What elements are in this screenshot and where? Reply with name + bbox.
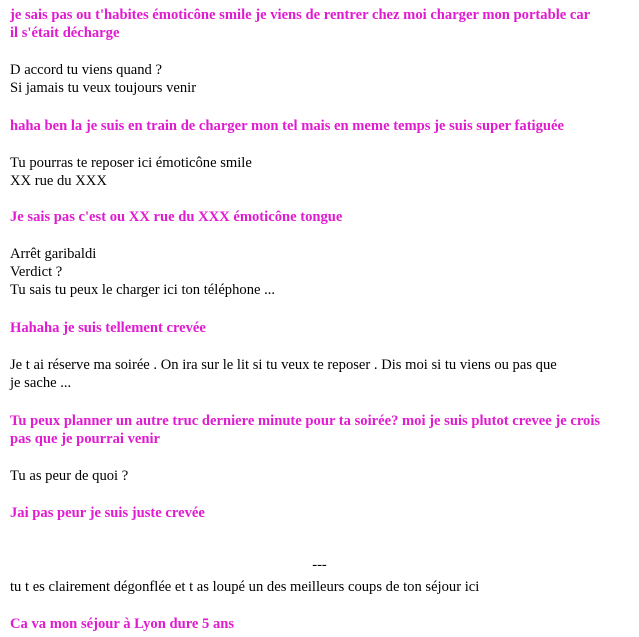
- message-3-line-1: haha ben la je suis en train de charger mon tel mais en meme temps je suis super fatiguée: [10, 118, 564, 134]
- message-4-line-2: XX rue du XXX: [10, 173, 107, 189]
- message-9-line-1: Tu peux planner un autre truc derniere minute pour ta soirée? moi je suis plutot crevee je crois: [10, 413, 601, 429]
- message-6-line-3: Tu sais tu peux le charger ici ton téléphone ...: [10, 282, 276, 298]
- message-1-line-1: je sais pas ou t'habites émoticône smile je viens de rentrer chez moi charger mon portable car: [10, 7, 591, 23]
- message-13: [10, 615, 630, 633]
- message-2-line-2: Si jamais tu veux toujours venir: [10, 80, 197, 96]
- message-2: [10, 61, 630, 97]
- message-4: [10, 154, 630, 190]
- message-9-line-2: pas que je pourrai venir: [10, 431, 160, 447]
- message-4-line-1: Tu pourras te reposer ici émoticône smile: [10, 155, 252, 171]
- message-2-line-1: D accord tu viens quand ?: [10, 62, 162, 78]
- message-10-line-1: Tu as peur de quoi ?: [10, 468, 129, 484]
- message-7: [10, 319, 630, 337]
- message-8-line-2: je sache ...: [10, 375, 72, 391]
- message-11: [10, 504, 630, 522]
- message-9: [10, 412, 630, 448]
- separator: [0, 556, 639, 574]
- message-10: [10, 467, 630, 485]
- message-13-line-1: Ca va mon séjour à Lyon dure 5 ans: [10, 616, 235, 632]
- message-5: [10, 208, 630, 226]
- separator-text: ---: [312, 556, 327, 573]
- message-6-line-2: Verdict ?: [10, 264, 63, 280]
- message-6: [10, 245, 630, 299]
- message-1: [10, 6, 630, 42]
- message-8-line-1: Je t ai réserve ma soirée . On ira sur le lit si tu veux te reposer . Dis moi si tu viens ou pas que: [10, 357, 557, 373]
- message-11-line-1: Jai pas peur je suis juste crevée: [10, 505, 205, 521]
- message-7-line-1: Hahaha je suis tellement crevée: [10, 320, 206, 336]
- message-6-line-1: Arrêt garibaldi: [10, 246, 97, 262]
- message-8: [10, 356, 630, 392]
- message-5-line-1: Je sais pas c'est ou XX rue du XXX émoticône tongue: [10, 209, 343, 225]
- message-1-line-2: il s'était décharge: [10, 25, 120, 41]
- message-12-line-1: tu t es clairement dégonflée et t as loupé un des meilleurs coups de ton séjour ici: [10, 579, 480, 595]
- message-3: [10, 117, 630, 135]
- message-12: [10, 578, 630, 596]
